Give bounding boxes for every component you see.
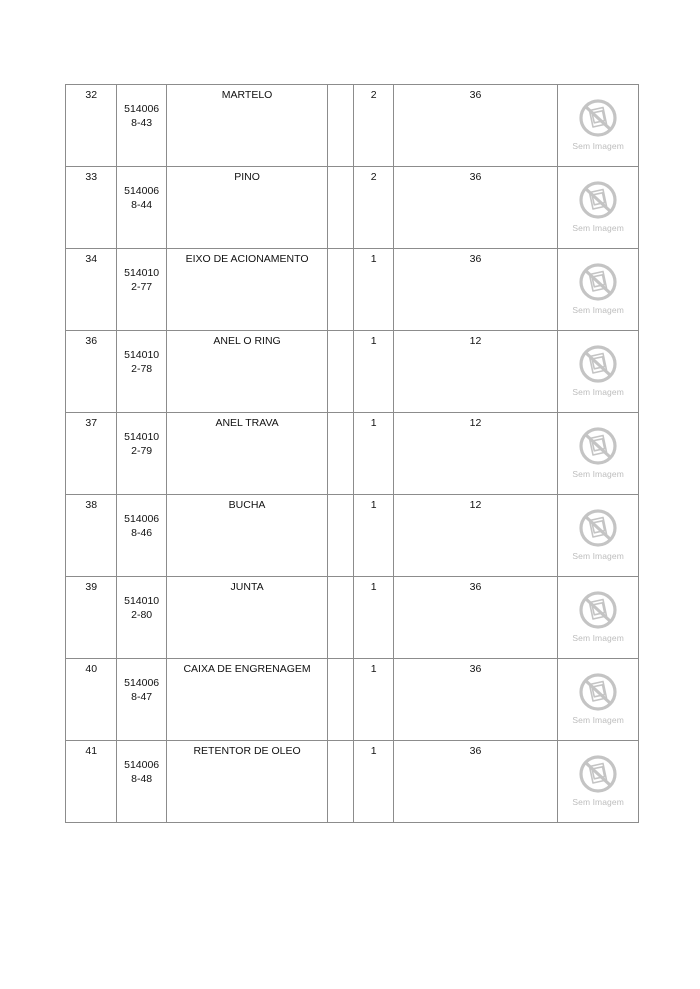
no-image-placeholder [558, 577, 638, 645]
no-image-placeholder [558, 741, 638, 809]
no-image-label: Sem Imagem [572, 305, 624, 315]
item-number-cell [66, 249, 117, 331]
item-number: 40 [85, 663, 98, 675]
empty-cell [328, 167, 354, 249]
no-image-placeholder [558, 249, 638, 317]
part-code-cell [117, 741, 166, 823]
part-code: 5140068-46 [124, 513, 160, 539]
description-cell [166, 741, 327, 823]
part-quantity: 1 [370, 417, 377, 429]
no-image-label: Sem Imagem [572, 387, 624, 397]
part-code: 5140068-48 [124, 759, 160, 785]
no-image-icon [578, 180, 618, 220]
quantity-cell [354, 741, 393, 823]
part-quantity: 1 [370, 745, 377, 757]
quantity-cell [354, 167, 393, 249]
table-row [66, 85, 639, 167]
quantity-cell [354, 85, 393, 167]
parts-table-body [66, 85, 639, 823]
item-number-cell [66, 85, 117, 167]
image-cell [558, 577, 639, 659]
part-code-cell [117, 577, 166, 659]
part-code: 5140068-47 [124, 677, 160, 703]
no-image-icon [578, 590, 618, 630]
item-number-cell [66, 577, 117, 659]
part-code-cell [117, 249, 166, 331]
image-cell [558, 249, 639, 331]
table-row [66, 413, 639, 495]
no-image-icon [578, 754, 618, 794]
value-cell [393, 495, 557, 577]
part-quantity: 2 [370, 171, 377, 183]
table-row [66, 495, 639, 577]
part-description: MARTELO [221, 89, 273, 101]
part-quantity: 1 [370, 499, 377, 511]
item-number: 32 [85, 89, 98, 101]
item-number: 33 [85, 171, 98, 183]
part-quantity: 1 [370, 335, 377, 347]
description-cell [166, 249, 327, 331]
description-cell [166, 659, 327, 741]
part-code: 5140068-44 [124, 185, 160, 211]
no-image-label: Sem Imagem [572, 633, 624, 643]
image-cell [558, 331, 639, 413]
quantity-cell [354, 249, 393, 331]
item-number-cell [66, 167, 117, 249]
part-code: 5140102-77 [124, 267, 160, 293]
no-image-label: Sem Imagem [572, 715, 624, 725]
part-description: JUNTA [230, 581, 264, 593]
quantity-cell [354, 577, 393, 659]
no-image-icon [578, 262, 618, 302]
value-cell [393, 577, 557, 659]
table-row [66, 741, 639, 823]
part-description: RETENTOR DE OLEO [193, 745, 301, 757]
part-quantity: 2 [370, 89, 377, 101]
part-description: BUCHA [228, 499, 266, 511]
no-image-label: Sem Imagem [572, 797, 624, 807]
item-number-cell [66, 331, 117, 413]
part-code: 5140102-78 [124, 349, 160, 375]
no-image-placeholder [558, 659, 638, 727]
image-cell [558, 495, 639, 577]
part-value: 36 [469, 745, 482, 757]
part-code: 5140068-43 [124, 103, 160, 129]
part-description: ANEL O RING [213, 335, 281, 347]
part-code: 5140102-80 [124, 595, 160, 621]
item-number: 39 [85, 581, 98, 593]
description-cell [166, 577, 327, 659]
empty-cell [328, 495, 354, 577]
part-value: 12 [469, 335, 482, 347]
item-number-cell [66, 413, 117, 495]
empty-cell [328, 249, 354, 331]
part-value: 36 [469, 171, 482, 183]
value-cell [393, 413, 557, 495]
no-image-placeholder [558, 85, 638, 153]
image-cell [558, 659, 639, 741]
empty-cell [328, 85, 354, 167]
table-row [66, 331, 639, 413]
part-description: EIXO DE ACIONAMENTO [185, 253, 309, 265]
part-code-cell [117, 495, 166, 577]
item-number: 36 [85, 335, 98, 347]
no-image-label: Sem Imagem [572, 223, 624, 233]
value-cell [393, 85, 557, 167]
value-cell [393, 331, 557, 413]
image-cell [558, 85, 639, 167]
part-value: 12 [469, 417, 482, 429]
empty-cell [328, 659, 354, 741]
part-quantity: 1 [370, 253, 377, 265]
part-code-cell [117, 167, 166, 249]
image-cell [558, 741, 639, 823]
description-cell [166, 413, 327, 495]
empty-cell [328, 331, 354, 413]
item-number: 34 [85, 253, 98, 265]
quantity-cell [354, 331, 393, 413]
quantity-cell [354, 659, 393, 741]
part-description: CAIXA DE ENGRENAGEM [183, 663, 311, 675]
no-image-placeholder [558, 413, 638, 481]
part-quantity: 1 [370, 581, 377, 593]
part-description: ANEL TRAVA [215, 417, 279, 429]
no-image-icon [578, 426, 618, 466]
no-image-icon [578, 508, 618, 548]
empty-cell [328, 413, 354, 495]
no-image-icon [578, 98, 618, 138]
item-number-cell [66, 741, 117, 823]
part-value: 36 [469, 253, 482, 265]
parts-table [65, 84, 639, 823]
part-code-cell [117, 85, 166, 167]
no-image-label: Sem Imagem [572, 469, 624, 479]
image-cell [558, 167, 639, 249]
value-cell [393, 167, 557, 249]
part-code: 5140102-79 [124, 431, 160, 457]
part-value: 36 [469, 663, 482, 675]
no-image-label: Sem Imagem [572, 551, 624, 561]
no-image-icon [578, 344, 618, 384]
empty-cell [328, 577, 354, 659]
description-cell [166, 331, 327, 413]
part-value: 36 [469, 581, 482, 593]
no-image-placeholder [558, 331, 638, 399]
description-cell [166, 85, 327, 167]
no-image-placeholder [558, 167, 638, 235]
item-number-cell [66, 495, 117, 577]
value-cell [393, 249, 557, 331]
item-number: 38 [85, 499, 98, 511]
part-value: 36 [469, 89, 482, 101]
image-cell [558, 413, 639, 495]
no-image-placeholder [558, 495, 638, 563]
no-image-label: Sem Imagem [572, 141, 624, 151]
part-code-cell [117, 413, 166, 495]
quantity-cell [354, 413, 393, 495]
value-cell [393, 659, 557, 741]
value-cell [393, 741, 557, 823]
table-row [66, 167, 639, 249]
table-row [66, 659, 639, 741]
part-code-cell [117, 331, 166, 413]
description-cell [166, 167, 327, 249]
quantity-cell [354, 495, 393, 577]
description-cell [166, 495, 327, 577]
part-quantity: 1 [370, 663, 377, 675]
item-number: 37 [85, 417, 98, 429]
no-image-icon [578, 672, 618, 712]
part-code-cell [117, 659, 166, 741]
item-number-cell [66, 659, 117, 741]
part-value: 12 [469, 499, 482, 511]
item-number: 41 [85, 745, 98, 757]
part-description: PINO [234, 171, 260, 183]
table-row [66, 249, 639, 331]
table-row [66, 577, 639, 659]
empty-cell [328, 741, 354, 823]
